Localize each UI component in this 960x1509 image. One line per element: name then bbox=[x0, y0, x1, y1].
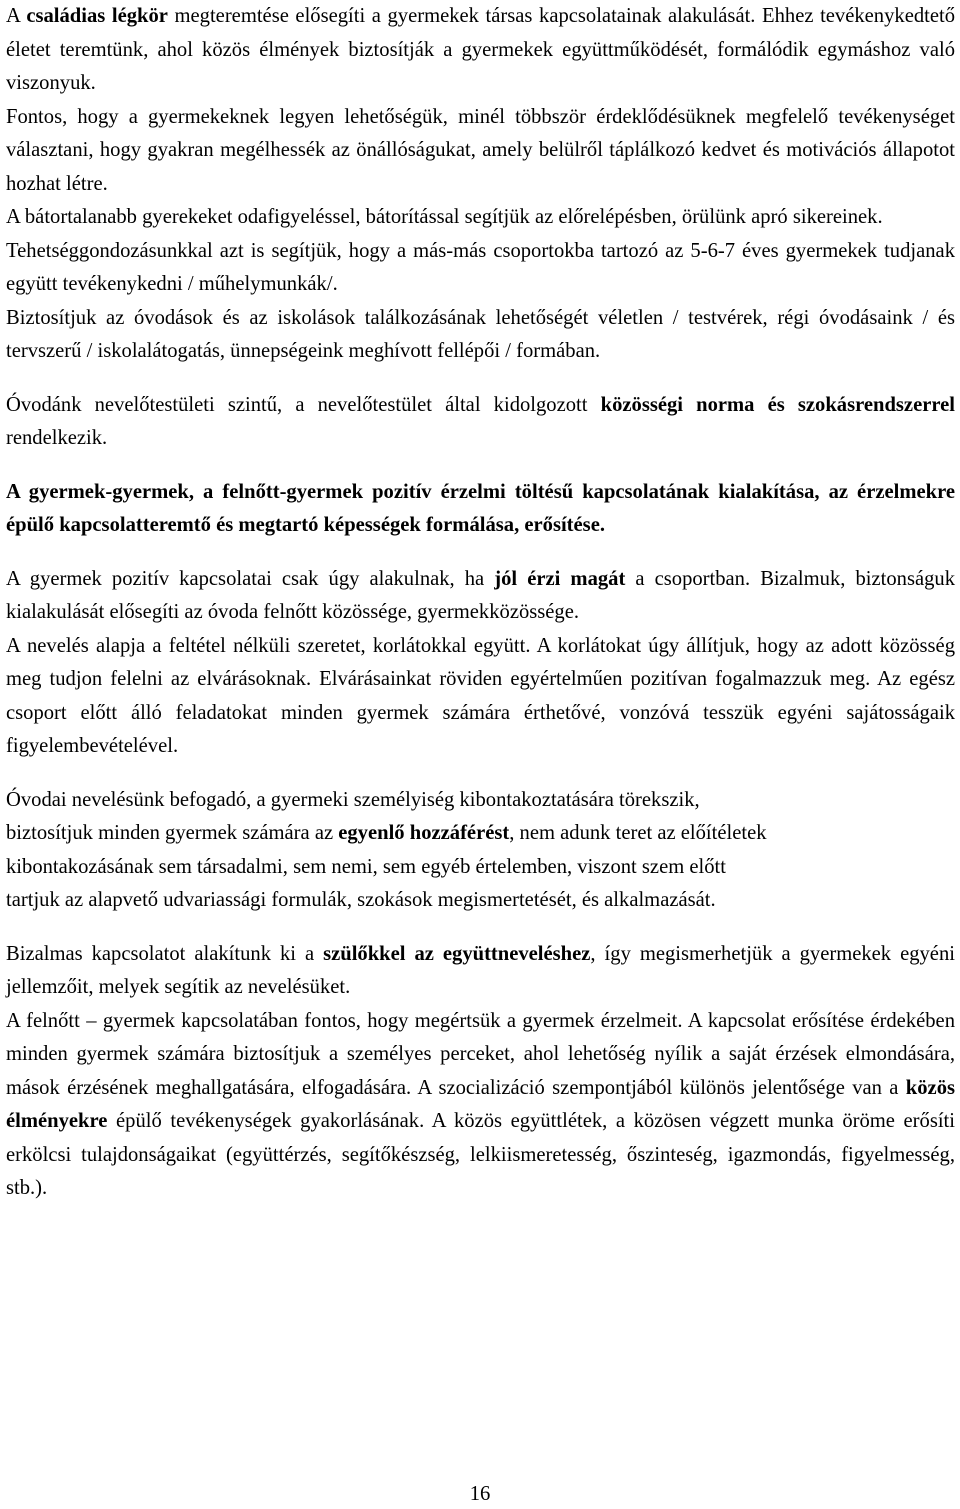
text-run: A bbox=[6, 5, 27, 27]
text-run: Bizalmas kapcsolatot alakítunk ki a bbox=[6, 942, 324, 965]
section-heading: A gyermek-gyermek, a felnőtt-gyermek pozitív érzelmi töltésű kapcsolatának kialakítása, az érzelmekre épülő kapcsolatteremtő és megtartó képességek formálása, erősítése. bbox=[6, 480, 955, 536]
emphasis-feels-good: jól érzi magát bbox=[494, 567, 626, 590]
paragraph-talent-care: Tehetséggondozásunkkal azt is segítjük, hogy a más-más csoportokba tartozó az 5-6-7 éves gyermekek tudjanak együtt tevékenykedni / műhelymunkák/. bbox=[6, 239, 955, 295]
text-run: Óvodánk nevelőtestületi szintű, a nevelőtestület által kidolgozott bbox=[6, 393, 601, 416]
text-run: A felnőtt – gyermek kapcsolatában fontos, hogy megértsük a gyermek érzelmeit. A kapcsolat erősítése érdekében minden gyermek számára biztosítjuk a személyes perceket, ahol lehetőség nyílik a saját érzések elmondására, mások érzésének meghallgatására, elfogadására. A szocializáció szempontjából különös jelentősége van a bbox=[6, 1009, 955, 1099]
document-page bbox=[6, 0, 955, 1206]
paragraph-positive-relations bbox=[6, 563, 955, 630]
paragraph-community-norms bbox=[6, 389, 955, 456]
text-run: rendelkezik. bbox=[6, 427, 108, 449]
text-line: kibontakozásának sem társadalmi, sem nemi, sem egyéb értelemben, viszont szem előtt bbox=[6, 855, 726, 878]
emphasis-community-norms: közösségi norma és szokásrendszerrel bbox=[600, 393, 955, 416]
paragraph-opportunities: Fontos, hogy a gyermekeknek legyen lehetőségük, minél többször érdeklődésüknek megfelelő tevékenységet választani, hogy gyakran megélhessék az önállóságukat, amely belülről táplálkozó kedvet és motivációs állapotot hozhat létre. bbox=[6, 105, 955, 195]
text-line: tartjuk az alapvető udvariassági formulák, szokások megismertetését, és alkalmazását. bbox=[6, 889, 716, 911]
paragraph-family-atmosphere bbox=[6, 0, 955, 101]
paragraph-inclusive-education bbox=[6, 784, 955, 918]
text-run: A gyermek pozitív kapcsolatai csak úgy alakulnak, ha bbox=[6, 567, 495, 590]
text-run: megteremtése elősegíti a gyermekek társas kapcsolatainak alakulását. Ehhez tevékenykedtető életet teremtünk, ahol közös élmények biztosítják a gyermekek együttműködését, formálódik egymáshoz való viszonyuk. bbox=[6, 5, 956, 94]
emphasis-shared-experiences: közös élményekre bbox=[6, 1076, 955, 1132]
page-number: 16 bbox=[469, 1483, 491, 1505]
paragraph-unconditional-love: A nevelés alapja a feltétel nélküli szeretet, korlátokkal együtt. A korlátokat úgy állítjuk, hogy az adott közösség meg tudjon felelni az elvárásoknak. Elvárásainkat röviden egyértelműen pozitívan fogalmazzuk meg. Az egész csoport előtt álló feladatokat minden gyermek számára érthetővé, vonzóvá tesszük egyéni sajátosságaik figyelembevételével. bbox=[6, 634, 955, 757]
text-run: , így megismerhetjük a gyermekek egyéni jellemzőit, melyek segítik az nevelésüket. bbox=[6, 942, 955, 998]
text-line: Óvodai nevelésünk befogadó, a gyermeki személyiség kibontakoztatására törekszik, bbox=[6, 788, 700, 811]
text-run: épülő tevékenységek gyakorlásának. A közös együttlétek, a közösen végzett munka öröme erősíti erkölcsi tulajdonságaikat (együttérzés, segítőkészség, lelkiismeretesség, őszinteség, igazmondás, figyelmesség, stb.). bbox=[6, 1110, 955, 1199]
emphasis-equal-access: egyenlő hozzáférést bbox=[338, 822, 510, 844]
text-run: , nem adunk teret az előítéletek bbox=[509, 822, 767, 844]
paragraph-shy-children: A bátortalanabb gyerekeket odafigyeléssel, bátorítással segítjük az előrelépésben, örülünk apró sikereinek. bbox=[6, 206, 883, 228]
text-run: a csoportban. Bizalmuk, biztonságuk kialakulását elősegíti az óvoda felnőtt közössége, gyermekközössége. bbox=[6, 567, 956, 623]
text-run: biztosítjuk minden gyermek számára az bbox=[6, 822, 339, 844]
paragraph-parents bbox=[6, 938, 955, 1005]
paragraph-school-meetings: Biztosítjuk az óvodások és az iskolások találkozásának lehetőségét véletlen / testvérek, régi óvodásaink / és tervszerű / iskolalátogatás, ünnepségeink meghívott fellépői / formában. bbox=[6, 306, 955, 362]
paragraph-adult-child bbox=[6, 1005, 955, 1206]
emphasis-family-atmosphere: családias légkör bbox=[26, 5, 168, 27]
emphasis-parents: szülőkkel az együttneveléshez bbox=[323, 942, 591, 965]
